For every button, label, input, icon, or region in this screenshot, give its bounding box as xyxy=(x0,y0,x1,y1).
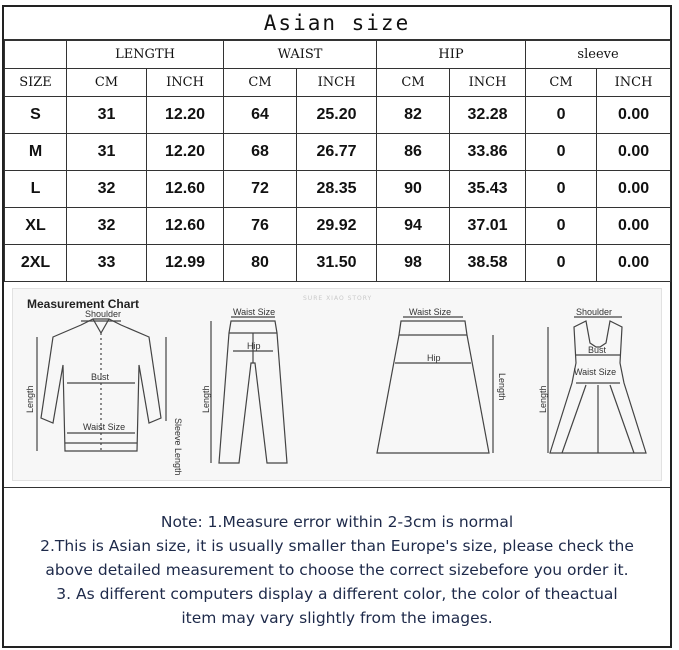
table-cell: 90 xyxy=(377,171,450,208)
measurement-chart xyxy=(4,282,670,488)
column-header: INCH xyxy=(297,69,377,97)
measurement-chart-title: Measurement Chart xyxy=(27,297,140,311)
bust-label: Bust xyxy=(91,372,110,382)
hip-label: Hip xyxy=(427,353,441,363)
notes xyxy=(4,488,670,630)
column-header: CM xyxy=(526,69,597,97)
table-cell: 0.00 xyxy=(597,134,671,171)
table-cell: 0.00 xyxy=(597,208,671,245)
note-line: above detailed measurement to choose the correct sizebefore you order it. xyxy=(45,561,629,579)
table-cell: 12.60 xyxy=(147,208,224,245)
table-cell: 0 xyxy=(526,208,597,245)
table-cell: 0.00 xyxy=(597,245,671,282)
table-cell: 80 xyxy=(224,245,297,282)
group-header: HIP xyxy=(377,41,526,69)
length-label: Length xyxy=(538,385,548,413)
table-cell: 31 xyxy=(67,134,147,171)
group-header: LENGTH xyxy=(67,41,224,69)
table-cell: 64 xyxy=(224,97,297,134)
column-header: SIZE xyxy=(5,69,67,97)
table-cell: 86 xyxy=(377,134,450,171)
shoulder-label: Shoulder xyxy=(85,309,122,319)
size-cell: M xyxy=(5,134,67,171)
table-cell: 35.43 xyxy=(450,171,526,208)
table-cell: 0.00 xyxy=(597,171,671,208)
column-header-row xyxy=(5,69,671,97)
size-cell: L xyxy=(5,171,67,208)
table-cell: 32.28 xyxy=(450,97,526,134)
table-cell: 12.99 xyxy=(147,245,224,282)
table-cell: 38.58 xyxy=(450,245,526,282)
table-cell: 82 xyxy=(377,97,450,134)
table-cell: 0 xyxy=(526,134,597,171)
table-cell: 12.20 xyxy=(147,97,224,134)
length-label: Length xyxy=(201,385,211,413)
table-cell: 31 xyxy=(67,97,147,134)
table-cell: 28.35 xyxy=(297,171,377,208)
shirt-diagram xyxy=(21,303,181,478)
sleeve-length-label: Sleeve Length xyxy=(173,418,183,476)
table-cell: 72 xyxy=(224,171,297,208)
table-cell: 12.60 xyxy=(147,171,224,208)
size-cell: XL xyxy=(5,208,67,245)
table-cell: 0 xyxy=(526,97,597,134)
table-cell: 98 xyxy=(377,245,450,282)
table-row xyxy=(5,245,671,282)
table-cell: 68 xyxy=(224,134,297,171)
waist-label: Waist Size xyxy=(409,307,452,317)
table-cell: 0 xyxy=(526,171,597,208)
table-cell: 31.50 xyxy=(297,245,377,282)
table-cell: 32 xyxy=(67,171,147,208)
bust-label: Bust xyxy=(588,345,607,355)
table-cell: 32 xyxy=(67,208,147,245)
table-cell: 0.00 xyxy=(597,97,671,134)
note-line: 2.This is Asian size, it is usually smaller than Europe's size, please check the xyxy=(40,537,634,555)
table-row xyxy=(5,97,671,134)
table-cell: 94 xyxy=(377,208,450,245)
measurement-chart-panel xyxy=(12,288,662,481)
size-cell: 2XL xyxy=(5,245,67,282)
size-table xyxy=(4,40,671,282)
table-cell: 25.20 xyxy=(297,97,377,134)
table-cell: 33 xyxy=(67,245,147,282)
column-header: INCH xyxy=(450,69,526,97)
table-row xyxy=(5,208,671,245)
table-cell: 29.92 xyxy=(297,208,377,245)
column-header: CM xyxy=(67,69,147,97)
size-cell: S xyxy=(5,97,67,134)
waist-label: Waist Size xyxy=(574,367,617,377)
column-header: CM xyxy=(377,69,450,97)
corner-cell xyxy=(5,41,67,69)
group-header-row xyxy=(5,41,671,69)
shoulder-label: Shoulder xyxy=(576,307,613,317)
length-label: Length xyxy=(497,373,507,401)
hip-label: Hip xyxy=(247,341,261,351)
table-cell: 33.86 xyxy=(450,134,526,171)
note-line: 3. As different computers display a different color, the color of theactual xyxy=(56,585,618,603)
column-header: INCH xyxy=(147,69,224,97)
table-row xyxy=(5,171,671,208)
waist-label: Waist Size xyxy=(83,422,126,432)
column-header: CM xyxy=(224,69,297,97)
column-header: INCH xyxy=(597,69,671,97)
table-row xyxy=(5,134,671,171)
group-header: sleeve xyxy=(526,41,671,69)
waist-label: Waist Size xyxy=(233,307,276,317)
table-cell: 26.77 xyxy=(297,134,377,171)
note-line: item may vary slightly from the images. xyxy=(181,609,493,627)
table-cell: 37.01 xyxy=(450,208,526,245)
table-cell: 12.20 xyxy=(147,134,224,171)
watermark: SURE XIAO STORY xyxy=(303,295,373,302)
length-label: Length xyxy=(25,385,35,413)
table-cell: 76 xyxy=(224,208,297,245)
table-cell: 0 xyxy=(526,245,597,282)
dress-diagram xyxy=(538,303,658,478)
note-line: Note: 1.Measure error within 2-3cm is normal xyxy=(160,513,514,531)
pants-diagram xyxy=(203,303,303,478)
size-chart-frame xyxy=(2,5,672,648)
page-title: Asian size xyxy=(4,7,670,40)
skirt-diagram xyxy=(363,303,507,478)
group-header: WAIST xyxy=(224,41,377,69)
